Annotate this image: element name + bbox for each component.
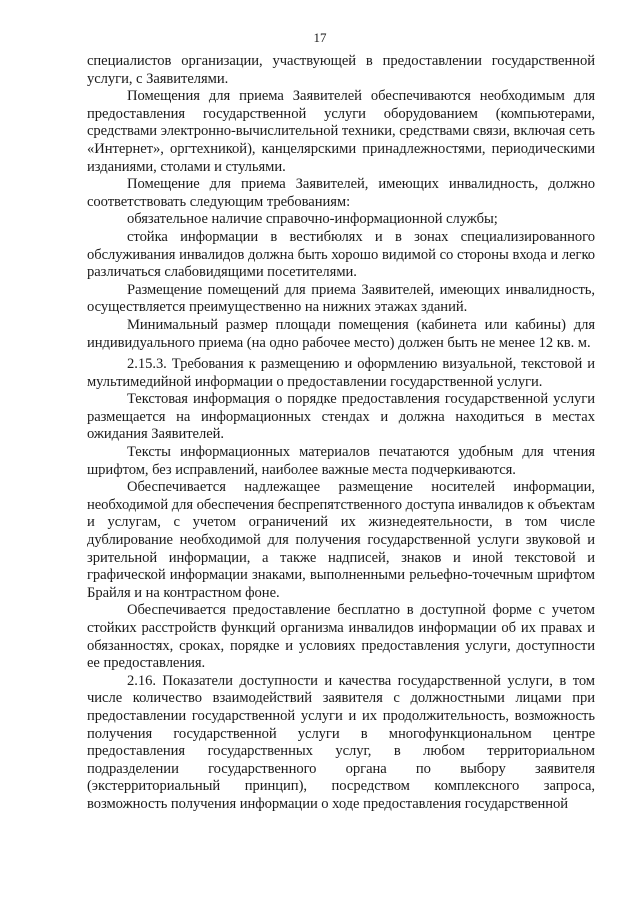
paragraph-min-area: Минимальный размер площади помещения (кабинета или кабины) для индивидуального приема (на одно рабочее место) должен быть не менее 12 кв. м. (87, 316, 595, 351)
paragraph-info-desk: стойка информации в вестибюлях и в зонах специализированного обслуживания инвалидов должна быть хорошо видимой со стороны входа и легко различаться слабовидящими посетителями. (87, 228, 595, 281)
paragraph-free-info: Обеспечивается предоставление бесплатно в доступной форме с учетом стойких расстройств функций организма инвалидов информации об их правах и обязанностях, сроках, порядке и условиях предоставления услуги, доступности ее предоставления. (87, 602, 595, 672)
paragraph-disability-requirements: Помещение для приема Заявителей, имеющих инвалидность, должно соответствовать следующим требованиям: (87, 176, 595, 210)
paragraph-print-font: Тексты информационных материалов печатаются удобным для чтения шрифтом, без исправлений, наиболее важные места подчеркиваются. (87, 444, 595, 478)
section-heading-2-15-3: 2.15.3. Требования к размещению и оформлению визуальной, текстовой и мультимедийной информации о предоставлении государственной услуги. (87, 356, 595, 390)
paragraph-ground-floor: Размещение помещений для приема Заявителей, имеющих инвалидность, осуществляется преимущественно на нижних этажах зданий. (87, 281, 595, 316)
paragraph-info-service: обязательное наличие справочно-информационной службы; (127, 211, 498, 228)
paragraph-accessibility-media: Обеспечивается надлежащее размещение носителей информации, необходимой для обеспечения беспрепятственного доступа инвалидов к объектам и услугам, с учетом ограничений их жизнедеятельности, в том числе дублирование необходимой для получения государственной услуги звуковой и зрительной информации, а также надписей, знаков и иной текстовой и графической информации знаками, выполненными рельефно-точечным шрифтом Брайля и на контрастном фоне. (87, 479, 595, 601)
paragraph-continuation: специалистов организации, участвующей в предоставлении государственной услуги, с Заявителями. (87, 53, 595, 87)
document-body (87, 53, 595, 814)
paragraph-premises-equipment: Помещения для приема Заявителей обеспечиваются необходимым для предоставления государственной услуги оборудованием (компьютерами, средствами электронно-вычислительной техники, средствами связи, включая сеть «Интернет», оргтехникой), канцелярскими принадлежностями, периодическими изданиями, столами и стульями. (87, 88, 595, 175)
section-heading-2-16: 2.16. Показатели доступности и качества государственной услуги, в том числе количество взаимодействий заявителя с должностными лицами при предоставлении государственной услуги и их продолжительность, возможность получения государственной услуги в многофункциональном центре предоставления государственных услуг, в любом территориальном подразделении государственного органа по выбору заявителя (экстерриториальный принцип), посредством комплексного запроса, возможность получения информации о ходе предоставления государственной (87, 672, 595, 812)
page-number: 17 (313, 30, 327, 45)
paragraph-text-info: Текстовая информация о порядке предоставления государственной услуги размещается на информационных стендах и должна находиться в местах ожидания Заявителей. (87, 391, 595, 443)
